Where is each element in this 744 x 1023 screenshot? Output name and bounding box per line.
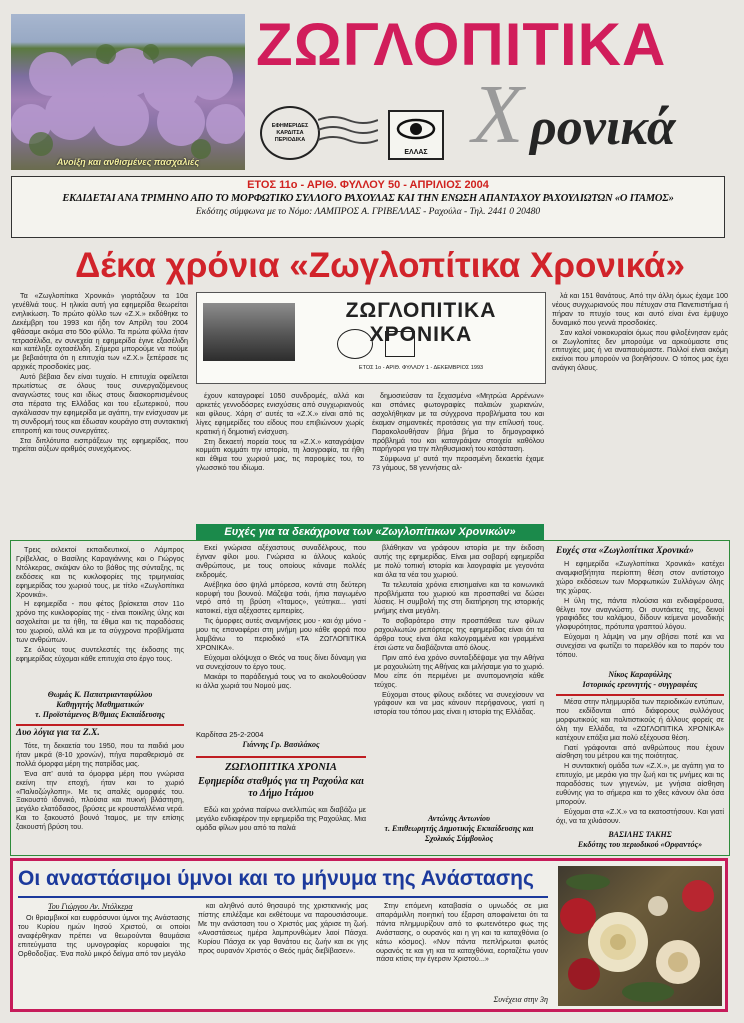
wishes-col4b-p3: Η συντακτική ομάδα των «Ζ.Χ.», με αγάπη για το επιτυχίο, με μεράκι για την ζωή και τις μνήμες και τις παραδόσεις των γηγενών, με γνήσια αίσθηση ευθύνης για το σήμερα και το χθες κάνουν όλα όσα μπορούν. [556, 761, 724, 806]
wishes-col4-p2: Η ύλη της, πάντα πλούσια και ενδιαφέρουσα, θέλγει τον αναγνώστη. Οι συντάκτες της, δεινοί γραφιάδες του καλάμου, δίδουν κείμενα μοναδικής γλαφυρότητας, πρότυπα γραπτού λόγου. [556, 595, 724, 632]
main-col1-p3: Στα διπλότυπα εισπράξεων της εφημερίδας, που τηρείται αύξων αριθμός συνεχόμενος. [12, 435, 188, 454]
signature-3 [374, 814, 544, 844]
main-col4-p1: λά και 151 θανάτους. Από την άλλη όμως έχαμε 100 νέους συγχωριανούς που πέτυχαν στα Πανεπιστήμια ή πήραν το πτυχίο τους και αυτό είναι ένα έμψυχο δυναμικό που γεννά προσδοκίες. [552, 292, 728, 327]
subhead-dyo-logia: Δυο λόγια για τα Ζ.Χ. [16, 728, 100, 738]
clipping-stamp-icon [337, 329, 373, 359]
postmark-lines-icon [318, 114, 378, 150]
wishes-col4-p3: Εύχομαι η λάμψη να μην σβήσει ποτέ και να συνεχίσει να φωτίζει το παρελθόν και το παρόν του τόπου. [556, 632, 724, 660]
wishes-col4b-p2: Γιατί γράφονται από ανθρώπους που έχουν αίσθηση του μέτρου και της ποιότητας. [556, 742, 724, 761]
clipping-image [196, 292, 546, 384]
stamp-icon [260, 106, 320, 160]
signature-4 [556, 670, 724, 690]
main-col3-p2: Σύμφωνα μ' αυτά την περασμένη δεκαετία έχαμε 73 γάμους, 58 γεννήσεις αλ- [372, 454, 544, 473]
wishes-col3-p5: Εύχομαι στους φίλους εκδότες να συνεχίσουν να γράφουν και να μας κάνουν περήφανους, γιατί η ιστορία του τόπου μας είναι η ιστορία της Ελλάδας. [374, 689, 544, 717]
wishes-col2-p5: Μακάρι το παράδειγμά τους να το ακολουθούσαν κι άλλα χωριά του Νομού μας. [196, 671, 366, 690]
masthead-photo [11, 14, 245, 170]
wishes-col-4b [556, 698, 724, 828]
signature-5 [556, 830, 724, 850]
masthead-title: ΖΩΓΛΟΠΙΤΙΚΑ [256, 11, 667, 78]
subtitle-big-x-letter: Χ [472, 68, 524, 161]
wishes-col2-p3: Τις όμορφες αυτές αναμνήσεις μου - και όχι μόνο - μου τις επαναφέρει στη μνήμη μου κάθε φορά που λαμβάνω το περιοδικό «ΤΑ ΖΩΓΛΟΠΙΤΙΚΑ ΧΡΟΝΙΚΑ». [196, 616, 366, 652]
elas-stamp [388, 110, 444, 160]
publisher-line: ΕΚΔΙΔΕΤΑΙ ΑΝΑ ΤΡΙΜΗΝΟ ΑΠΟ ΤΟ ΜΟΡΦΩΤΙΚΟ ΣΥΛΛΟΓΟ ΡΑΧΟΥΛΑΣ ΚΑΙ ΤΗΝ ΕΝΩΣΗ ΑΠΑΝΤΑΧΟΥ ΡΑΧΟΥΛΙΩΤΩΝ «Ο ΙΤΑΜΟΣ» [62, 193, 674, 204]
wishes-col4-title: Ευχές στα «Ζωγλοπίτικα Χρονικά» [556, 546, 694, 556]
wishes-col1-p3: Σε όλους τους συντελεστές της έκδοσης της εφημερίδας εύχομαι κάθε επιτυχία στο έργο τους. [16, 644, 184, 663]
wishes-col1b-p1: Τότε, τη δεκαετία του 1950, που τα παιδιά μου ήταν μικρά (8-10 χρονών), πήγα παραθερισμό σε πολλά όμορφα μέρη της πατρίδας μας. [16, 742, 184, 768]
main-col2-p1: έχουν καταγραφεί 1050 συνδρομές, αλλά και αρκετές γεννοδόσρες ενισχύσεις από συγχωριανούς και φίλους. Χάρη σ' αυτές τα «Ζ.Χ.» είναι από τις λίγες εφημερίδες του είδους που επιβιώνουν χωρίς κρατική ή δημοτική ενίσχυση. [196, 392, 364, 436]
photo-caption: Ανοίξη και ανθισμένες πασχαλιές [56, 157, 200, 167]
wishes-col3-p3: Το σοβαρότερο στην προσπάθεια των φίλων ραχουλιωτών ρεπόρτερς της εφημερίδας είναι ότι τα άρθρα τους είναι όλα καλογραμμένα και γραμμένα έτσι ώστε να διαβάζονται από όλους. [374, 616, 544, 652]
clipping-photo [203, 303, 295, 361]
wishes-col2-p4: Εύχομαι ολόψυχα ο Θεός να τους δίνει δύναμη για να συνεχίσουν το έργο τους. [196, 652, 366, 671]
wishes-col3-p4: Πριν από ένα χρόνο συνταξιδέψαμε για την Αθήνα με ραχουλιώτη της Αθήνας και μιλήσαμε για το χωριό. Μου είπε ότι περιμένει με ανυπομονησία κάθε τεύχος. [374, 652, 544, 689]
clipping-issue: ΕΤΟΣ 1ο - ΑΡΙΘ. ΦΥΛΛΟΥ 1 - ΔΕΚΕΜΒΡΙΟΣ 1993 [358, 365, 484, 371]
wishes-col-4 [556, 560, 724, 668]
main-col-2 [196, 392, 364, 524]
lilac-bush-illustration [11, 14, 245, 170]
subtitle-text: ρονικά [530, 99, 676, 156]
main-col-3 [372, 392, 544, 524]
signature-1 [16, 690, 184, 720]
main-col3-p1: δημοσιεύσαν τα ξεχασμένα «Μητρώα Αρρένων» και σπάνιες φωτογραφίες παλαιών χωριανών, ασχολήθηκαν με τα σύγχρονα προβλήματα του και έκαμαν σημαντικές προτάσεις για την επίλυσή τους. Παρακολουθήσαν βήμα βήμα το δημογραφικό πρόβλημά του και καταγράψαν στοιχεία καθόλου παρήγορα για την πληθυσμιακή του κατάσταση. [372, 392, 544, 454]
sig1-role2: τ. Προϊστάμενος Β/θμιας Εκπαίδευσης [35, 710, 165, 719]
wishes-col-3 [374, 544, 544, 812]
roses-illustration [558, 866, 722, 1006]
wishes-col2-date: Καρδίτσα 25-2-2004 [196, 730, 264, 739]
main-col-1 [12, 292, 188, 524]
wishes-col-1b [16, 742, 184, 850]
main-headline: Δέκα χρόνια «Ζωγλοπίτικα Χρονικά» [75, 246, 685, 285]
sig1-role1: Καθηγητής Μαθηματικών [56, 700, 144, 709]
wishes-col1-p1: Τρεις εκλεκτοί εκπαιδευτικοί, ο Λάμπρος Γρίβελλας, ο Βασίλης Καραγιάννης και ο Γιώργος Ντόλκερας, σκάψαν όλο το βάθος της σύνταξης, τις εκδόσεις και τις κυκλοφορίες της τριμηνιαίας εφημερίδας του χωριού τους, με τίτλο «Ζωγλοπίτικα Χρονικά». [16, 546, 184, 599]
main-col2-p2: Στη δεκαετή πορεία τους τα «Ζ.Χ.» καταγράψαν κομμάτι κομμάτι την ιστορία, τη λαογραφία, τα ήθη και έθιμα του χωριού μας, τις παροιμίες του, το γλωσσικό του ιδίωμα. [196, 436, 364, 473]
wishes-col2-p2: Ανέβηκα όσο ψηλά μπόρεσα, κοντά στη δεύτερη κορυφή του βουνού. Μάζεψα τσάι, ήπια παγωμένο νερό από τη βρύση «Ίταμος», γεύτηκα... γιατί κατοικεί, είχα αξέχαστες εμπειρίες. [196, 579, 366, 616]
divider-red-2 [196, 756, 366, 758]
sig3-name: Αντώνης Αντωνίου [428, 814, 490, 823]
sig3-role: τ. Επιθεωρητής Δημοτικής Εκπαίδευσης και Σχολικός Σύμβουλος [384, 824, 534, 843]
main-col1-p1: Τα «Ζωγλοπίτικα Χρονικά» γιορτάζουν τα 10α γενέθλιά τους. Η ηλικία αυτή για εφημερίδα θεωρείται ενηλικίωση. Το πρώτο φύλλο των «Ζ.Χ.» εκδόθηκε το Δεκέμβρη του 1993 και ήδη τον Απρίλη του 2004 φθάσαμε ακόμα στο 50ο φύλλο. Τα πρώτα φύλλα ήταν τετρασέλιδα, εν συνεχεία η εφημερίδα έγινε εξασέλιδη και κατέληξε οχτασέλιδη. Σήμερα μπορούμε να πούμε με βεβαιότητα ότι η επιτυχία των «Ζ.Χ.» ξεπέρασε τις αρχικές προσδοκίες μας. [12, 292, 188, 372]
eye-icon [394, 115, 438, 143]
wishes-col1b-p2: Ένα απ' αυτά τα όμορφα μέρη που γνώρισα εκείνη την εποχή, ήταν και το χωριό «Παλιοζώγλοπη». Με τις απαλές ομορφιές του. Ξακουστό ιδανικό, πλούσια και πυκνή βλάστηση, μεγάλο ελατόδασος, βρύσες με κρουσταλλένια νερά. Και το ξακουστό βουνό Ίταμος, με την επίσης ξακουστή βρύση του. [16, 768, 184, 832]
wishes-banner: Ευχές για τα δεκάχρονα των «Ζωγλοπίτικων Χρονικών» [196, 524, 544, 540]
main-col4-p2: Σαν καλοί νοικοκυραίοι όμως που φιλοξένησαν εμάς οι Ζωγλοπίτες δεν μπορούμε να αρκούμαστε στις επιτυχίες μας ή να αναπαυόμαστε. Πολλοί είναι ακόμη εκείνοι που μπορούν να βοηθήσουν. Ο τόπος μας έχει ανάγκη όλους. [552, 327, 728, 373]
easter-headline-rule [18, 896, 548, 898]
sig4-name: Νίκος Καραφύλλης [608, 670, 672, 679]
clipping-eye-icon [385, 331, 415, 357]
issue-line: ΕΤΟΣ 11ο - ΑΡΙΘ. ΦΥΛΛΟΥ 50 - ΑΠΡΙΛΙΟΣ 2004 [247, 179, 489, 191]
sig5-name: ΒΑΣΙΛΗΣ ΤΑΚΗΣ [608, 830, 672, 839]
easter-col-3: Στην επόμενη καταβασία ο υμνωδός σε μια απαράμιλλη ποιητική του έξαρση αποφαίνεται ότι τα πάντα πλημμυρίζουν από το φωτεινότερο φως της Ανάστασης, ο ουρανός και η γη και τα καταχθόνια (ο κάτω κόσμος). «Νυν πάντα πεπλήρωται φωτός ουρανός τε και γη και τα καταχθόνια, εορταζέτω γουν πάσα κτίσις την έγερσιν Χριστού...» [376, 902, 548, 964]
elas-label: ΕΛΛΑΣ [404, 149, 428, 156]
wishes-col3-p1: βλάθηκαν να γράφουν ιστορία με την έκδοση αυτής της εφημερίδας. Είναι μια σοβαρή εφημερίδα με πολύ τοπική ιστορία και λαογραφία με γεγονότα και όλα τα νέα του χωριού. [374, 544, 544, 579]
sig1-name: Θωμάς Κ. Παπατριανταφύλλου [47, 690, 153, 699]
signature-2: Γιάννης Γρ. Βασιλάκος [242, 740, 320, 749]
easter-byline: Του Γιώργου Αν. Ντόλκερα [48, 902, 133, 911]
wishes-col2-tail: Εδώ και χρόνια παίρνω ανελλιπώς και διαβάζω με μεγάλο ενδιαφέρον την εφημερίδα της Ραχούλας. Μια ομάδα φίλων μου από τα παλιά [196, 806, 366, 832]
easter-headline: Οι αναστάσιμοι ύμνοι και το μήνυμα της Ανάστασης [18, 867, 534, 890]
easter-col-2: και αληθινό αυτό θησαυρό της χριστιανικής μας πίστης επιλέξαμε και εκθέτουμε να παρουσιάσουμε. Με την ανάσταση του ο Χριστός μας χάρισε τη ζωή. «Αναστάσεως ημέρα λαμπρυνθώμεν λαοί Πάσχα. Κυρίου Πάσχα εκ γαρ θανάτου εις ζωήν και εκ γης προς ουρανόν Χριστός ο Θεός ημάς διεβίβασεν». [198, 902, 368, 955]
main-col-4 [552, 292, 728, 524]
stamp-text: ΕΦΗΜΕΡΙΔΕΣ ΚΑΡΔΙΤΣΑ ΠΕΡΙΟΔΙΚΑ [271, 122, 309, 143]
sig5-role: Εκδότης του περιοδικού «Ορφαντός» [577, 840, 703, 849]
sig4-role: Ιστορικός ερευνητής - συγγραφέας [582, 680, 698, 689]
wishes-col2-title: ΖΩΓΛΟΠΙΤΙΚΑ ΧΡΟΝΙΑ [225, 762, 337, 773]
wishes-col3-p2: Τα τελευταία χρόνια επισημαίνει και τα κοινωνικά προβλήματα του χωριού και προσπαθεί να δώσει λύσεις. Η συμβολή της στη διατήρηση της ιστορικής μνήμης είναι μεγάλη. [374, 579, 544, 616]
masthead-subtitle [472, 68, 732, 164]
wishes-col2-p1: Εκεί γνώρισα αξέχαστους συναδέλφους, που έγιναν φίλοι μου. Γνώρισα κι άλλους καλούς ανθρώπους, με τους οποίους κάναμε πολλές εκδρομές. [196, 544, 366, 579]
divider-red-1 [16, 724, 184, 726]
clipping-title: ΖΩΓΛΟΠΙΤΙΚΑ ΧΡΟΝΙΚΑ [345, 299, 497, 346]
divider-red-3 [556, 694, 724, 696]
easter-col-1: Οι θριαμβικοί και ευφρόσυνοι ύμνοι της Ανάστασης του Κυρίου ημών Ιησού Χριστού, οι οποίοι αναφέρθηκαν πρέπει να θεωρούνται θαυμάσια επιτεύγματα της υμνογραφίας κορυφαίοι της Ορθοδοξίας. Ένα πολύ μικρό δείγμα από τον μεγάλο [18, 914, 190, 958]
main-col1-p2: Αυτό βέβαια δεν είναι τυχαίο. Η επιτυχία οφείλεται πρωτίστως σε όλους τους συνεργαζόμενους αναγνώστες τους και ιδίως στους διασκορπισμένους στα πέρατα της Ελλάδας και του εξωτερικού, που αγκάλιασαν την εφημερίδα με αγάπη, την ενίσχυσαν με τη συνδρομή τους και έδωσαν κουράγιο στη συντακτική επιτροπή και τους συνεργάτες. [12, 372, 188, 435]
wishes-col4b-p1: Μέσα στην πλημμυρίδα των περιοδικών εντύπων, που εκδίδονται από διάφορους συλλόγους μορφωτικούς και πολιτιστικούς ή άλλους φορείς σε όλη την Ελλάδα, τα «ΖΩΓΛΟΠΙΤΙΚΑ ΧΡΟΝΙΚΑ» κατέχουν επάξια μια πολύ εξέχουσα θέση. [556, 698, 724, 742]
wishes-col-2 [196, 544, 366, 730]
wishes-col-1 [16, 546, 184, 688]
wishes-col1-p2: Η εφημερίδα - που φέτος βρίσκεται στον 11ο χρόνο της κυκλοφορίας της - είναι ποικίλης ύλης και ασχολείται με τα ήθη, τα έθιμα και τις παραδόσεις του χωριού, αλλά και με τα σύγχρονα προβλήματα των ανθρώπων. [16, 599, 184, 645]
wishes-col4b-p4: Εύχομαι στα «Ζ.Χ.» να τα εκατοστήσουν. Και γιατί όχι, να τα χιλιάσουν. [556, 806, 724, 825]
wishes-col2-subtitle: Εφημερίδα σταθμός για τη Ραχούλα και το Δήμο Ιτάμου [198, 776, 364, 799]
wishes-col4-p1: Η εφημερίδα «Ζωγλοπίτικα Χρονικά» κατέχει αναμφισβήτητα περίοπτη θέση στον αντίστοιχο χώρο εκδόσεων των Μορφωτικών Συλλόγων όλης της χώρας. [556, 560, 724, 595]
easter-continued: Συνέχεια στην 3η [493, 995, 548, 1004]
roses-painting [558, 866, 722, 1006]
editor-line: Εκδότης σύμφωνα με το Νόμο: ΛΑΜΠΡΟΣ Α. ΓΡΙΒΕΛΛΑΣ - Ραχούλα - Τηλ. 2441 0 20480 [195, 207, 541, 217]
issue-box [11, 176, 725, 238]
